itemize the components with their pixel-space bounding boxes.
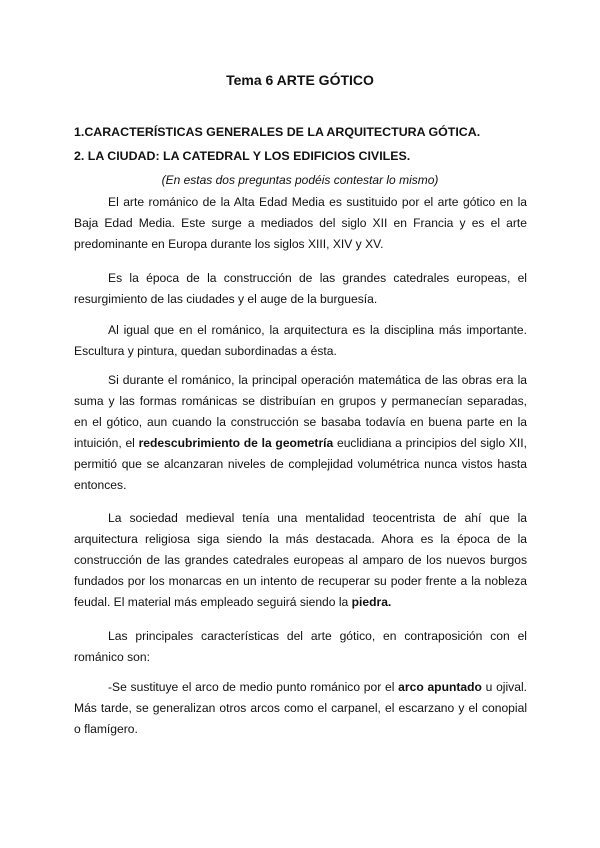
paragraph-5 bbox=[74, 508, 527, 613]
paragraph-7-text-a: -Se sustituye el arco de medio punto románico por el bbox=[108, 680, 399, 694]
paragraph-7-text-b: u ojival. Más tarde, se generalizan otros arcos como el carpanel, el escarzano y el conopial o flamígero. bbox=[74, 680, 527, 736]
section-heading-2: 2. LA CIUDAD: LA CATEDRAL Y LOS EDIFICIOS CIVILES. bbox=[74, 149, 411, 163]
document-title: Tema 6 ARTE GÓTICO bbox=[226, 72, 374, 88]
paragraph-2: Es la época de la construcción de las grandes catedrales europeas, el resurgimiento de las ciudades y el auge de la burguesía. bbox=[74, 271, 527, 306]
paragraph-5-bold: piedra. bbox=[351, 595, 392, 609]
paragraph-6: Las principales características del arte gótico, en contraposición con el románico son: bbox=[74, 629, 527, 664]
paragraph-7-bold: arco apuntado bbox=[398, 680, 482, 694]
paragraph-5-text-a: La sociedad medieval tenía una mentalidad teocentrista de ahí que la arquitectura religiosa siga siendo la más destacada. Ahora es la época de la construcción de las grandes catedrales europeas al amparo de los nuevos burgos fundados por los monarcas en un intento de recuperar su poder frente a la nobleza feudal. El material más empleado seguirá siendo la bbox=[74, 511, 527, 609]
italic-note: (En estas dos preguntas podéis contestar lo mismo) bbox=[161, 173, 439, 187]
paragraph-4-bold: redescubrimiento de la geometría bbox=[138, 436, 334, 450]
paragraph-7 bbox=[74, 677, 527, 740]
paragraph-4-text-a: Si durante el románico, la principal operación matemática de las obras era la suma y las formas románicas se distribuían en grupos y permanecían separadas, en el gótico, aun cuando la construcción se basaba todavía en buena parte en la intuición, el bbox=[74, 373, 527, 450]
paragraph-4-text-b: euclidiana a principios del siglo XII, permitió que se alcanzaran niveles de complejidad volumétrica nunca vistos hasta entonces. bbox=[74, 436, 528, 492]
paragraph-1: El arte románico de la Alta Edad Media es sustituido por el arte gótico en la Baja Edad Media. Este surge a mediados del siglo XII en Francia y es el arte predominante en Europa durante los siglos XIII, XIV y XV. bbox=[74, 195, 527, 251]
section-heading-1: 1.CARACTERÍSTICAS GENERALES DE LA ARQUITECTURA GÓTICA. bbox=[74, 125, 481, 139]
paragraph-3: Al igual que en el románico, la arquitectura es la disciplina más importante. Escultura y pintura, quedan subordinadas a ésta. bbox=[74, 323, 527, 358]
paragraph-4 bbox=[74, 370, 527, 496]
